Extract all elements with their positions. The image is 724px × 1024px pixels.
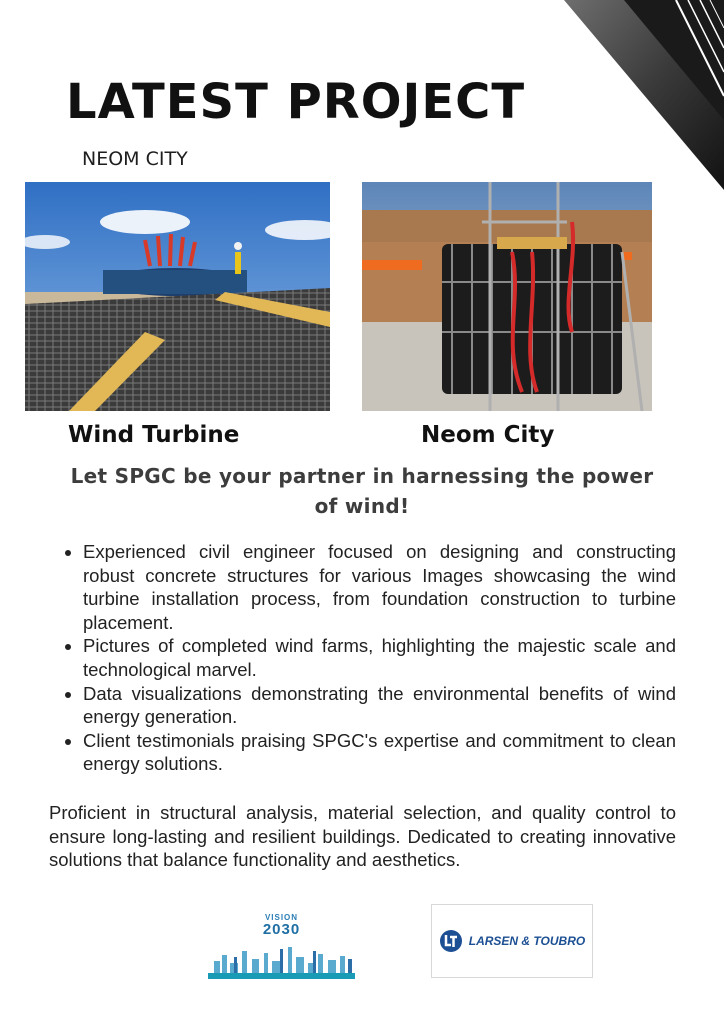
vision-2030-logo: [208, 911, 355, 979]
wind-turbine-photo: [25, 182, 330, 411]
page-title: LATEST PROJECT: [66, 74, 526, 130]
vision-logo-word: VISION: [264, 913, 299, 922]
wind-turbine-caption: Wind Turbine: [68, 422, 240, 448]
summary-paragraph: Proficient in structural analysis, material selection, and quality control to ensure long-lasting and resilient buildings. Dedicated to creating innovative solutions that balance functionality and aesthetics.: [49, 802, 676, 871]
list-item: • Data visualizations demonstrating the environmental benefits of wind energy generation.: [83, 682, 676, 729]
lt-emblem-icon: [439, 929, 463, 953]
list-item: • Experienced civil engineer focused on designing and constructing robust concrete structures for various Images showcasing the wind turbine installation process, from foundation construction to turbine placement.: [83, 540, 676, 634]
neom-city-caption: Neom City: [421, 422, 555, 448]
larsen-toubro-logo: [431, 904, 593, 978]
feature-list: [58, 540, 676, 776]
neom-city-photo: [362, 182, 652, 411]
page-subtitle: NEOM CITY: [82, 148, 188, 170]
list-item: • Client testimonials praising SPGC's expertise and commitment to clean energy solutions.: [83, 729, 676, 776]
list-item: • Pictures of completed wind farms, highlighting the majestic scale and technological marvel.: [83, 634, 676, 681]
vision-logo-year: 2030: [262, 921, 301, 938]
lt-name: LARSEN & TOUBRO: [468, 934, 586, 948]
tagline: Let SPGC be your partner in harnessing the power of wind!: [70, 464, 654, 518]
